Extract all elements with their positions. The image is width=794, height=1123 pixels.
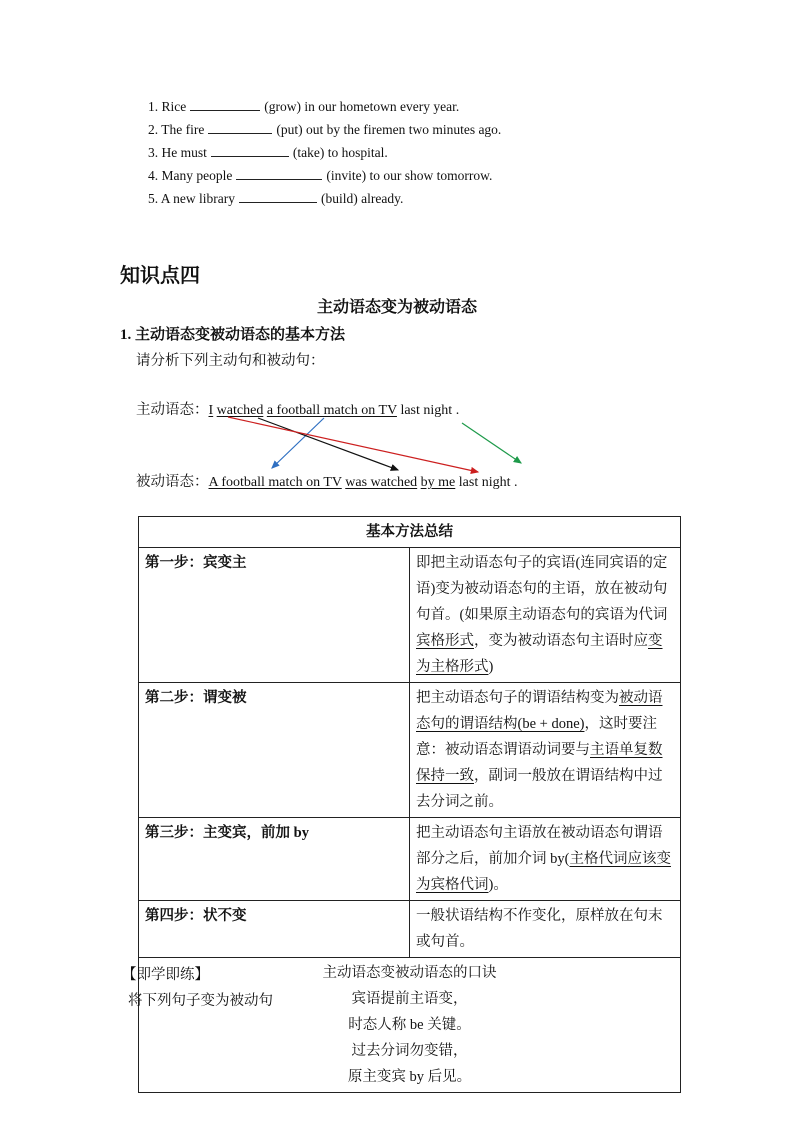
mnemonic-rhyme [139, 958, 681, 1093]
description-text: 一般状语结构不作变化，原样放在句末或句首。 [416, 908, 663, 950]
active-adverbial: last night [400, 403, 453, 418]
step-row [139, 683, 681, 818]
exercise-text: 1. Rice [148, 99, 187, 114]
description-text: )。 [488, 877, 508, 893]
description-text: ，这时要注意：被动语态谓语动词要与 [416, 716, 657, 758]
passive-period: . [514, 475, 518, 490]
underlined-key-phrase: 主格代词应该变为宾格代词 [416, 851, 671, 893]
step-label: 第一步：宾变主 [139, 548, 410, 683]
subheading: 1. 主动语态变被动语态的基本方法 [120, 327, 346, 343]
exercise-text: (invite) to our show tomorrow. [326, 168, 493, 183]
arrow-adverbial-unchanged [462, 423, 521, 463]
underlined-key-phrase: 变为主格形式 [416, 633, 663, 675]
step-label: 第四步：状不变 [139, 901, 410, 958]
underlined-key-phrase: 被动语态句的谓语结构(be + done) [416, 690, 663, 732]
exercise-text: 4. Many people [148, 168, 233, 183]
active-label: 主动语态： [136, 402, 209, 418]
step-row [139, 901, 681, 958]
underlined-key-phrase: 主语单复数保持一致 [416, 742, 663, 784]
exercise-text: (take) to hospital. [292, 145, 388, 160]
rhyme-line: 宾语提前主语变， [351, 991, 468, 1007]
practice-heading: 【即学即练】 [122, 967, 209, 983]
description-text: 把主动语态句主语放在被动语态句谓语部分之后，前加介词 by( [416, 825, 663, 867]
description-text: ，变为被动语态句主语时应 [474, 633, 648, 649]
exercise-text: 2. The fire [148, 122, 205, 137]
practice-instruction: 将下列句子变为被动句 [128, 993, 273, 1009]
section-heading: 知识点四 [120, 265, 200, 287]
exercise-text: 5. A new library [148, 191, 235, 206]
exercise-text: (build) already. [321, 191, 404, 206]
active-period: . [455, 403, 460, 418]
description-text: 即把主动语态句子的宾语(连同宾语的定语)变为被动语态句的主语，放在被动句句首。(如果原主动语态句的宾语为代词 [416, 555, 668, 623]
arrow-subject-to-agent [228, 417, 478, 472]
step-description [410, 901, 681, 958]
step-label: 第三步：主变宾，前加 by [139, 818, 410, 901]
rhyme-line: 过去分词勿变错， [351, 1043, 468, 1059]
description-text: 把主动语态句子的谓语结构变为 [416, 690, 619, 706]
step-row [139, 818, 681, 901]
exercise-text: 3. He must [148, 145, 207, 160]
description-text: ，副词一般放在谓语结构中过去分词之前。 [416, 768, 663, 810]
table-header-row [139, 517, 681, 548]
exercise-text: (grow) in our hometown every year. [264, 99, 460, 114]
rhyme-line: 主动语态变被动语态的口诀 [322, 965, 497, 981]
rhyme-line: 时态人称 be 关键。 [348, 1017, 471, 1033]
passive-subject: A football match on TV [208, 475, 342, 490]
active-verb: watched [216, 403, 264, 418]
passive-label: 被动语态： [136, 474, 209, 490]
passive-sentence [136, 470, 518, 491]
underlined-key-phrase: 宾格形式 [416, 633, 474, 649]
description-text: ) [488, 659, 494, 675]
step-description [410, 548, 681, 683]
step-description [410, 818, 681, 901]
step-label: 第二步：谓变被 [139, 683, 410, 818]
rhyme-line: 原主变宾 by 后见。 [347, 1069, 472, 1085]
step-row [139, 548, 681, 683]
instruction-text: 请分析下列主动句和被动句： [136, 353, 325, 369]
rhyme-row [139, 958, 681, 1093]
passive-agent: by me [420, 475, 456, 490]
page-title: 主动语态变为被动语态 [316, 299, 477, 316]
arrow-verb-to-passive-verb [258, 418, 398, 470]
exercise-text: (put) out by the firemen two minutes ago. [276, 122, 502, 137]
passive-verb: was watched [345, 475, 418, 490]
passive-adverbial: last night [458, 475, 511, 490]
table-header: 基本方法总结 [139, 517, 681, 548]
active-object: a football match on TV [266, 403, 397, 418]
active-subject: I [208, 403, 214, 418]
step-description [410, 683, 681, 818]
